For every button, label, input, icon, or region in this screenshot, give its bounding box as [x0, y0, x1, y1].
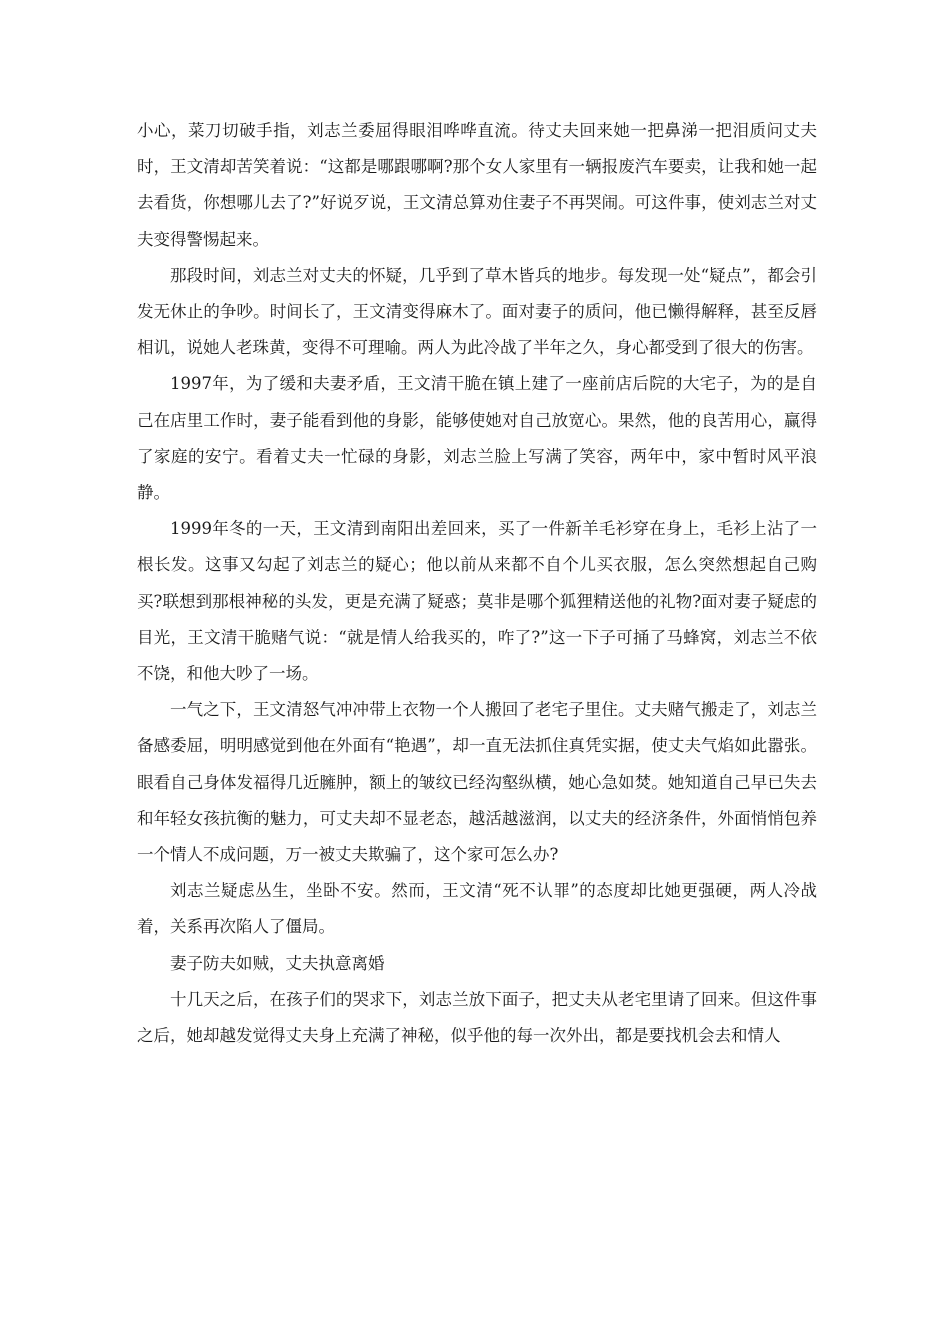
paragraph-6: 刘志兰疑虑丛生，坐卧不安。然而，王文清“死不认罪”的态度却比她更强硬，两人冷战着，关系再次陷人了僵局。: [137, 881, 817, 937]
paragraph-4: 1999年冬的一天，王文清到南阳出差回来，买了一件新羊毛衫穿在身上，毛衫上沾了一根长发。这事又勾起了刘志兰的疑心；他以前从来都不自个儿买衣服，怎么突然想起自己购买?联想到那根神秘的头发，更是充满了疑惑；莫非是哪个狐狸精送他的礼物?面对妻子疑虑的目光，王文清干脆赌气说：“就是情人给我买的，咋了?”这一下子可捅了马蜂窝，刘志兰不依不饶，和他大吵了一场。: [137, 519, 817, 684]
paragraph-1: 小心，菜刀切破手指，刘志兰委屈得眼泪哗哗直流。待丈夫回来她一把鼻涕一把泪质问丈夫时，王文清却苦笑着说：“这都是哪跟哪啊?那个女人家里有一辆报废汽车要卖，让我和她一起去看货，你想哪儿去了?”好说歹说，王文清总算劝住妻子不再哭闹。可这件事，使刘志兰对丈夫变得警惕起来。: [137, 121, 817, 249]
article-body: [137, 113, 817, 1054]
paragraph-7: 十几天之后，在孩子们的哭求下，刘志兰放下面子，把丈夫从老宅里请了回来。但这件事之后，她却越发觉得丈夫身上充满了神秘，似乎他的每一次外出，都是要找机会去和情人: [137, 989, 817, 1046]
paragraph-2: 那段时间，刘志兰对丈夫的怀疑，几乎到了草木皆兵的地步。每发现一处“疑点”，都会引发无休止的争吵。时间长了，王文清变得麻木了。面对妻子的质问，他已懒得解释，甚至反唇相讥，说她人老珠黄，变得不可理喻。两人为此冷战了半年之久，身心都受到了很大的伤害。: [137, 265, 817, 358]
section-heading: 妻子防夫如贼，丈夫执意离婚: [170, 953, 385, 973]
paragraph-3: 1997年，为了缓和夫妻矛盾，王文清干脆在镇上建了一座前店后院的大宅子，为的是自己在店里工作时，妻子能看到他的身影，能够使她对自己放宽心。果然，他的良苦用心，赢得了家庭的安宁。看着丈夫一忙碌的身影，刘志兰脸上写满了笑容，两年中，家中暂时风平浪静。: [137, 374, 817, 503]
paragraph-5: 一气之下，王文清怒气冲冲带上衣物一个人搬回了老宅子里住。丈夫赌气搬走了，刘志兰备感委屈，明明感觉到他在外面有“艳遇”，却一直无法抓住真凭实据，使丈夫气焰如此嚣张。眼看自己身体发福得几近臃肿，额上的皱纹已经沟壑纵横，她心急如焚。她知道自己早已失去和年轻女孩抗衡的魅力，可丈夫却不显老态，越活越滋润，以丈夫的经济条件，外面悄悄包养一个情人不成问题，万一被丈夫欺骗了，这个家可怎么办?: [137, 700, 817, 865]
